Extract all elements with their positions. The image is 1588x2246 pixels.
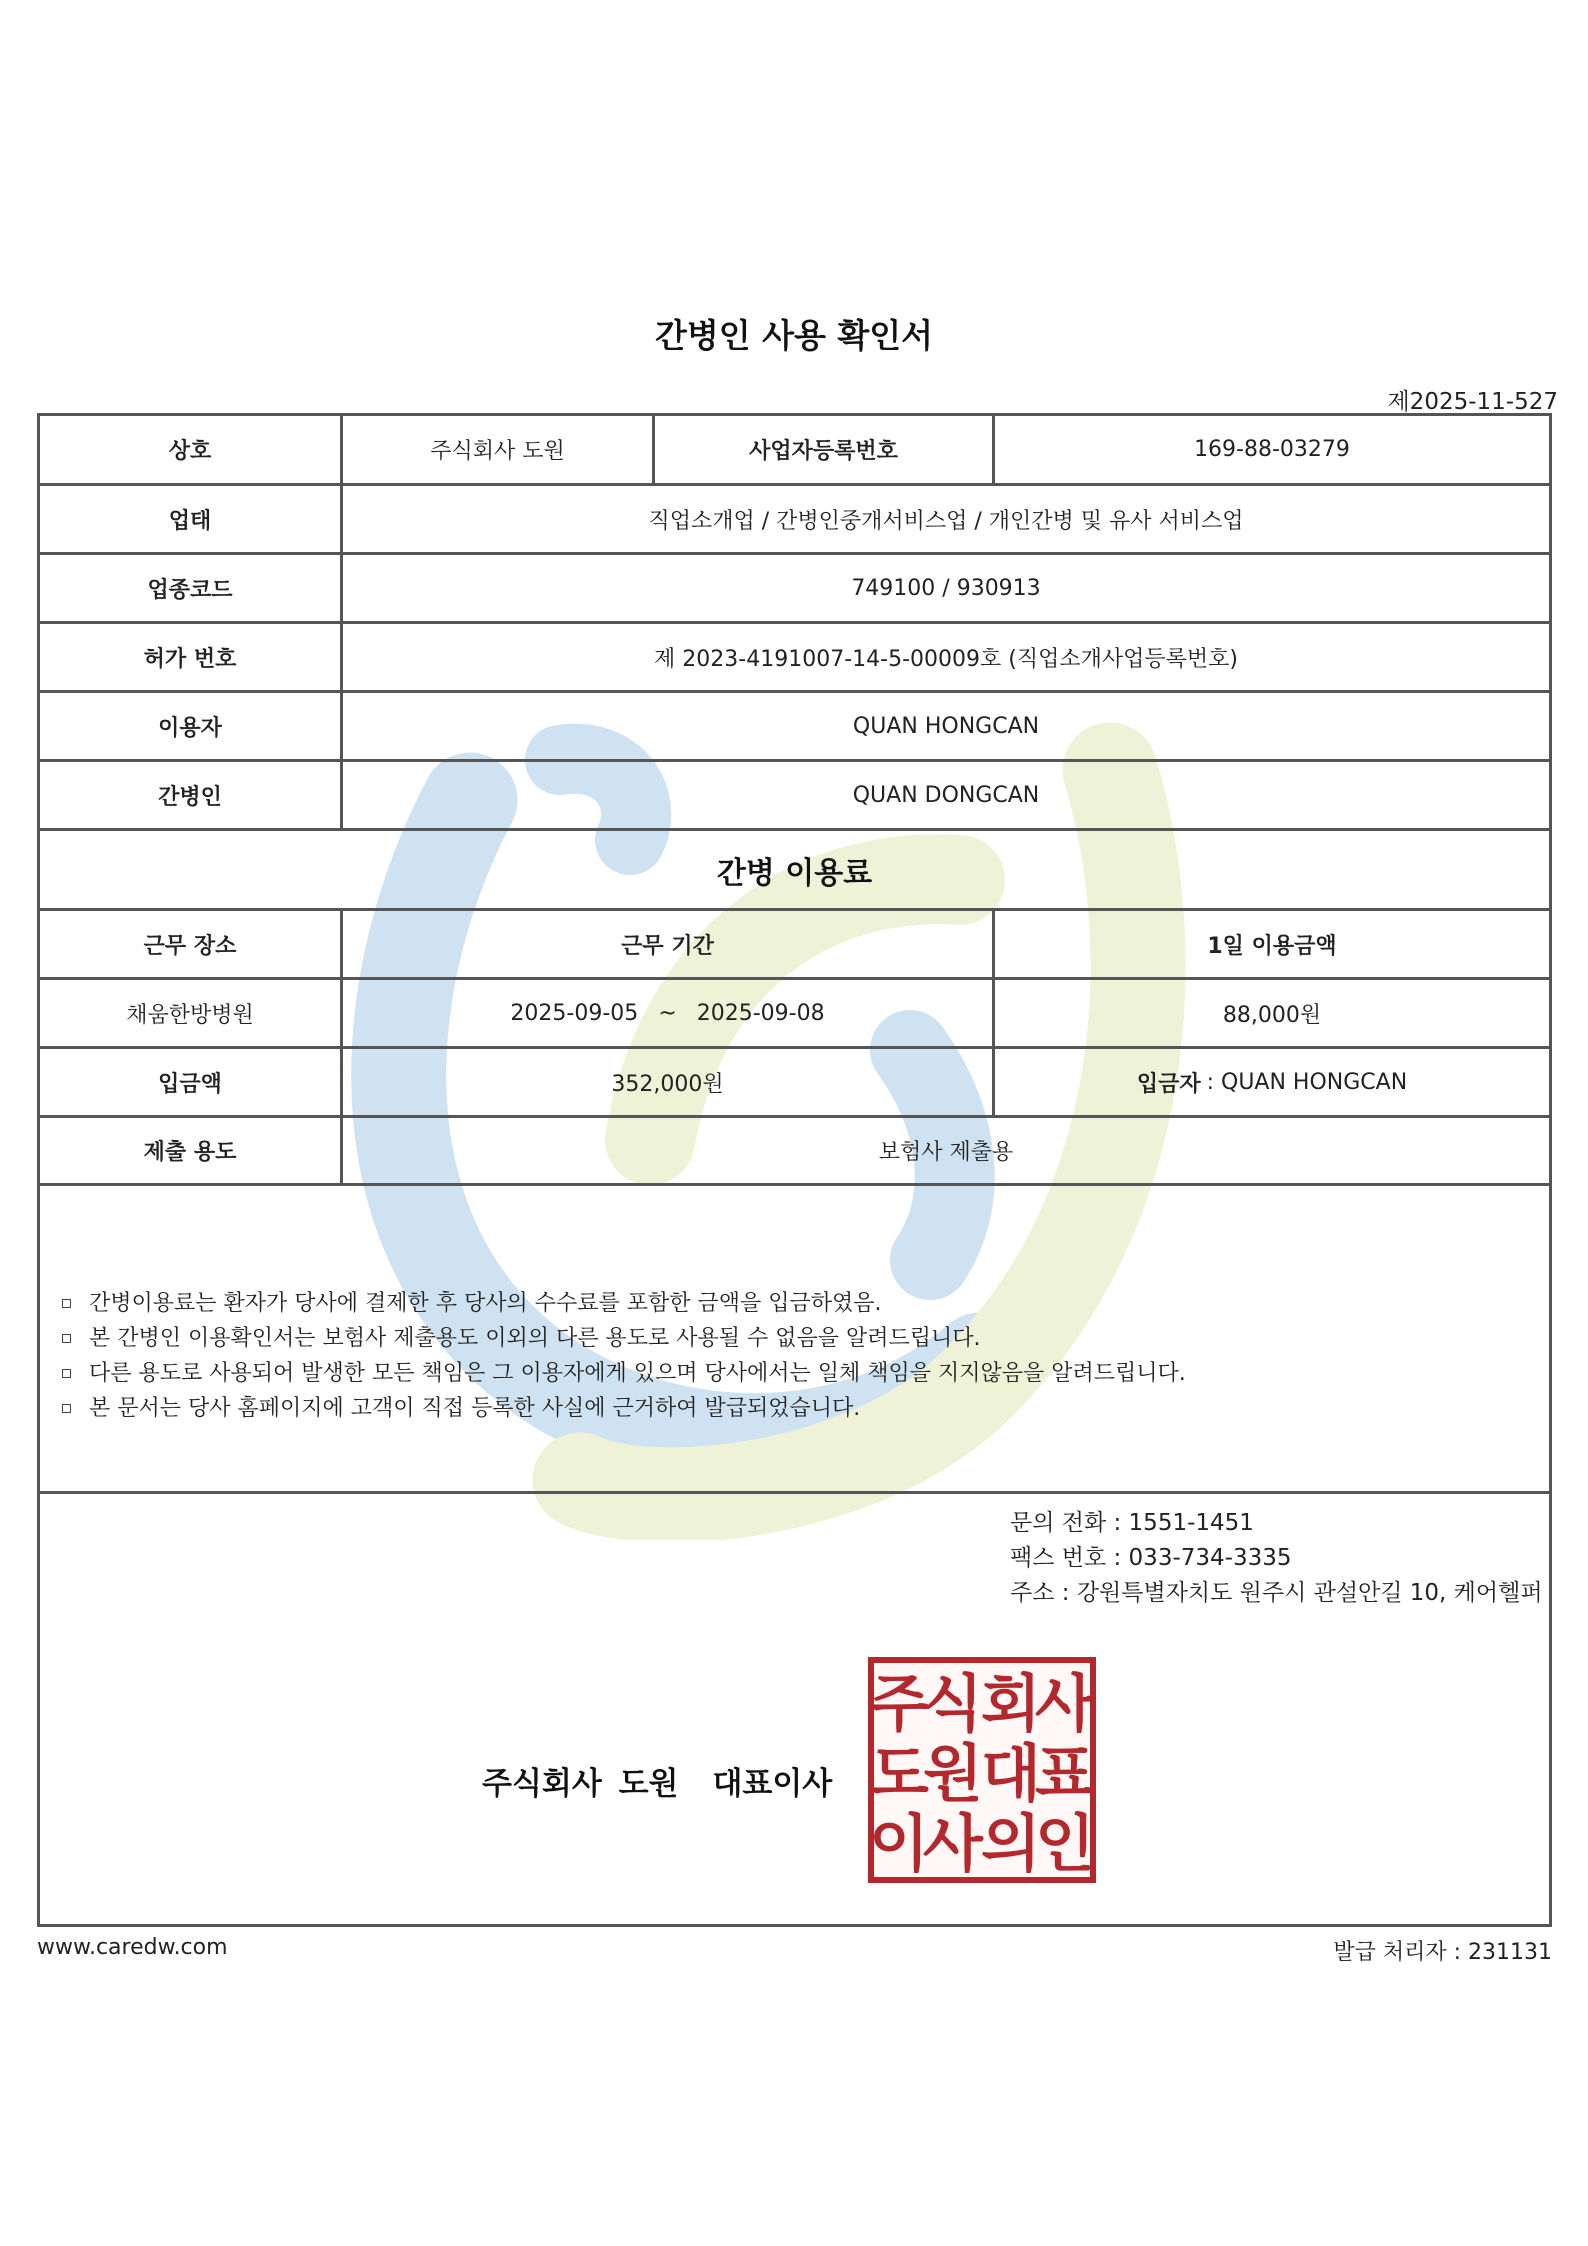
issuer-info: 발급 처리자 : 231131 [1333, 1940, 1552, 1965]
note-item: 본 간병인 이용확인서는 보험사 제출용도 이외의 다른 용도로 사용될 수 없음을 알려드립니다. [62, 1321, 1186, 1356]
permit-number-label: 허가 번호 [143, 646, 237, 672]
permit-number-value: 제 2023-4191007-14-5-00009호 (직업소개사업등록번호) [654, 646, 1238, 672]
deposit-label: 입금액 [158, 1071, 222, 1097]
svg-text:회: 회 [981, 1667, 1041, 1740]
column-divider [992, 908, 995, 1116]
fee-section-title: 간병 이용료 [716, 855, 873, 891]
note-item: 본 문서는 당사 홈페이지에 고객이 직접 등록한 사실에 근거하여 발급되었습니다. [62, 1391, 1186, 1426]
registration-number-value: 169-88-03279 [1194, 437, 1350, 462]
document-title: 간병인 사용 확인서 [654, 316, 933, 355]
purpose-value: 보험사 제출용 [878, 1140, 1014, 1165]
bullet-icon [62, 1334, 71, 1343]
representative-line [482, 1758, 832, 1803]
work-place-header: 근무 장소 [143, 933, 237, 959]
business-type-label: 업태 [168, 508, 212, 534]
column-divider [652, 413, 655, 484]
row-divider [37, 1046, 1552, 1049]
note-item: 간병이용료는 환자가 당사에 결제한 후 당사의 수수료를 포함한 금액을 입금하였음. [62, 1286, 1186, 1321]
company-name-value: 주식회사 도원 [430, 439, 565, 464]
svg-text:식: 식 [923, 1667, 983, 1740]
svg-text:사: 사 [923, 1807, 983, 1880]
period-start: 2025-09-05 [510, 1000, 639, 1026]
purpose-label: 제출 용도 [143, 1140, 237, 1165]
bullet-icon [62, 1299, 71, 1308]
contact-phone: 문의 전화 : 1551-1451 [1010, 1510, 1254, 1536]
daily-fee-value: 88,000원 [1222, 1002, 1322, 1028]
svg-text:원: 원 [923, 1737, 983, 1810]
depositor-label: 입금자 [1136, 1071, 1201, 1097]
column-divider [340, 413, 343, 828]
svg-text:이: 이 [869, 1807, 929, 1880]
company-name-label: 상호 [168, 439, 212, 464]
row-divider [37, 1115, 1552, 1118]
depositor-value: : QUAN HONGCAN [1206, 1069, 1408, 1095]
row-divider [37, 977, 1552, 980]
column-divider [992, 413, 995, 484]
notes-list [62, 1286, 1186, 1426]
deposit-value: 352,000원 [611, 1071, 724, 1097]
row-divider [37, 1491, 1552, 1494]
svg-text:대: 대 [981, 1737, 1041, 1810]
contact-address: 주소 : 강원특별자치도 원주시 관설안길 10, 케어헬퍼 [1010, 1580, 1543, 1606]
bullet-icon [62, 1404, 71, 1413]
company-seal-icon [868, 1657, 1096, 1883]
row-divider [37, 828, 1552, 831]
document-number: 제2025-11-527 [1387, 389, 1558, 415]
caregiver-value: QUAN DONGCAN [852, 782, 1040, 808]
row-divider [37, 759, 1552, 762]
bullet-icon [62, 1369, 71, 1378]
svg-text:표: 표 [1035, 1737, 1095, 1810]
work-period-header: 근무 기간 [621, 933, 714, 959]
period-end: 2025-09-08 [696, 1000, 825, 1026]
user-value: QUAN HONGCAN [852, 713, 1040, 739]
industry-code-value: 749100 / 930913 [851, 575, 1041, 601]
registration-number-label: 사업자등록번호 [749, 439, 898, 464]
row-divider [37, 552, 1552, 555]
signature-company: 주식회사 도원 [482, 1766, 679, 1802]
contact-fax: 팩스 번호 : 033-734-3335 [1010, 1545, 1292, 1571]
svg-text:사: 사 [1035, 1667, 1095, 1740]
svg-text:인: 인 [1035, 1807, 1095, 1880]
column-divider [340, 908, 343, 1184]
industry-code-label: 업종코드 [147, 577, 233, 603]
row-divider [37, 690, 1552, 693]
svg-text:의: 의 [981, 1807, 1041, 1880]
signature-title: 대표이사 [712, 1766, 833, 1802]
caregiver-label: 간병인 [158, 784, 222, 810]
svg-text:도: 도 [869, 1737, 929, 1810]
daily-fee-header: 1일 이용금액 [1207, 933, 1337, 959]
website-link[interactable]: www.caredw.com [37, 1935, 228, 1960]
row-divider [37, 1183, 1552, 1186]
svg-text:주: 주 [869, 1667, 929, 1740]
row-divider [37, 483, 1552, 486]
work-place-value: 채움한방병원 [126, 1002, 254, 1028]
row-divider [37, 621, 1552, 624]
depositor-cell [995, 1049, 1549, 1115]
contact-info [1010, 1506, 1543, 1611]
row-divider [37, 908, 1552, 911]
period-separator: ~ [658, 1000, 677, 1026]
user-label: 이용자 [158, 715, 222, 741]
note-item: 다른 용도로 사용되어 발생한 모든 책임은 그 이용자에게 있으며 당사에서는 일체 책임을 지지않음을 알려드립니다. [62, 1356, 1186, 1391]
work-period-value [343, 980, 992, 1046]
business-type-value: 직업소개업 / 간병인중개서비스업 / 개인간병 및 유사 서비스업 [648, 508, 1244, 534]
